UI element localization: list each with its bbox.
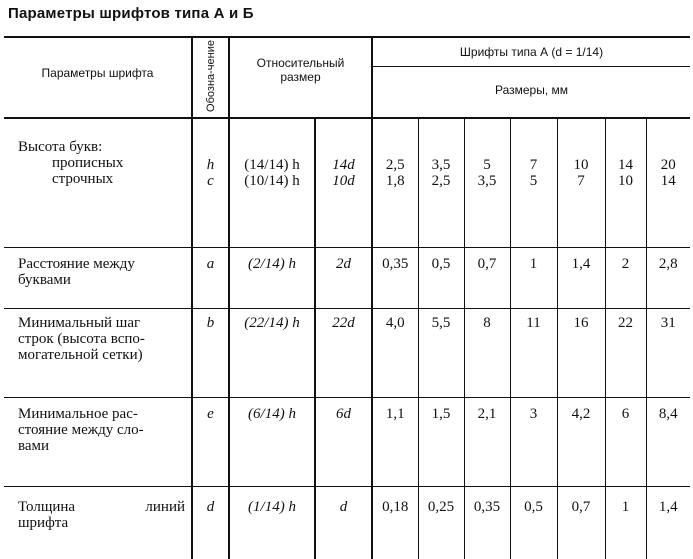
param-line: могательной сетки) xyxy=(18,347,191,363)
symbol-cell xyxy=(192,118,229,248)
param-line: Толщина линий xyxy=(18,499,191,515)
size-cell: 1,4 xyxy=(557,248,605,309)
param-line: Высота букв: xyxy=(18,139,191,155)
size-value: 5 xyxy=(465,157,510,173)
size-cell: 1,5 xyxy=(418,398,464,487)
relative-value: (14/14) h xyxy=(230,157,314,173)
size-cell: 11 xyxy=(510,309,557,398)
table-title: Параметры шрифтов типа А и Б xyxy=(8,5,254,22)
size-cell: 1 xyxy=(605,487,646,559)
header-symbol xyxy=(192,37,229,118)
size-value: 20 xyxy=(647,157,691,173)
size-cell xyxy=(372,118,418,248)
d-cell xyxy=(315,118,372,248)
d-value: 10d xyxy=(316,173,371,189)
relative-cell xyxy=(229,118,315,248)
d-cell: 2d xyxy=(315,248,372,309)
header-relative xyxy=(229,37,372,118)
size-value: 10 xyxy=(558,157,605,173)
param-line: шрифта xyxy=(18,515,191,531)
size-cell xyxy=(510,118,557,248)
param-line: буквами xyxy=(18,272,191,288)
size-cell: 1,1 xyxy=(372,398,418,487)
size-cell: 0,5 xyxy=(418,248,464,309)
d-cell: 6d xyxy=(315,398,372,487)
size-cell: 0,25 xyxy=(418,487,464,559)
size-value: 5 xyxy=(511,173,557,189)
size-value: 3,5 xyxy=(419,157,464,173)
header-font-type-a: Шрифты типа А (d = 1/14) xyxy=(372,37,690,67)
size-cell: 1 xyxy=(510,248,557,309)
symbol-cell: e xyxy=(192,398,229,487)
symbol-cell: d xyxy=(192,487,229,559)
size-cell: 3 xyxy=(510,398,557,487)
header-param: Параметры шрифта xyxy=(4,37,192,118)
relative-value: (10/14) h xyxy=(230,173,314,189)
param-line: строчных xyxy=(18,171,191,187)
size-cell: 0,7 xyxy=(464,248,510,309)
size-value: 14 xyxy=(606,157,646,173)
font-parameters-table xyxy=(4,36,690,559)
size-value: 3,5 xyxy=(465,173,510,189)
size-cell: 0,7 xyxy=(557,487,605,559)
size-value: 2,5 xyxy=(373,157,418,173)
size-cell: 8 xyxy=(464,309,510,398)
d-cell: d xyxy=(315,487,372,559)
size-cell: 5,5 xyxy=(418,309,464,398)
size-cell xyxy=(418,118,464,248)
size-value: 2,5 xyxy=(419,173,464,189)
size-value: 7 xyxy=(511,157,557,173)
param-cell xyxy=(4,309,192,398)
d-value: 14d xyxy=(316,157,371,173)
header-relative-line1: Относительный xyxy=(230,56,371,70)
size-cell xyxy=(464,118,510,248)
param-cell xyxy=(4,487,192,559)
param-cell xyxy=(4,248,192,309)
relative-cell: (6/14) h xyxy=(229,398,315,487)
size-cell: 31 xyxy=(646,309,690,398)
size-cell: 6 xyxy=(605,398,646,487)
size-cell: 0,18 xyxy=(372,487,418,559)
header-symbol-label: Обозна-чение xyxy=(205,40,217,112)
symbol-value: h xyxy=(193,157,228,173)
size-cell: 2,1 xyxy=(464,398,510,487)
symbol-cell: a xyxy=(192,248,229,309)
d-cell: 22d xyxy=(315,309,372,398)
size-value: 7 xyxy=(558,173,605,189)
table-row xyxy=(4,398,690,487)
size-cell: 8,4 xyxy=(646,398,690,487)
size-cell xyxy=(646,118,690,248)
size-cell: 4,0 xyxy=(372,309,418,398)
size-cell: 0,35 xyxy=(372,248,418,309)
size-cell: 0,35 xyxy=(464,487,510,559)
param-cell xyxy=(4,118,192,248)
size-cell: 0,5 xyxy=(510,487,557,559)
param-line: вами xyxy=(18,438,191,454)
header-sizes: Размеры, мм xyxy=(372,67,690,119)
size-value: 10 xyxy=(606,173,646,189)
size-cell: 4,2 xyxy=(557,398,605,487)
size-cell: 2,8 xyxy=(646,248,690,309)
table-row xyxy=(4,309,690,398)
param-cell xyxy=(4,398,192,487)
table-row xyxy=(4,118,690,248)
size-value: 1,8 xyxy=(373,173,418,189)
param-line: Минимальное рас- xyxy=(18,406,191,422)
size-cell: 16 xyxy=(557,309,605,398)
param-line: Минимальный шаг xyxy=(18,315,191,331)
table-row xyxy=(4,487,690,559)
param-line: стояние между сло- xyxy=(18,422,191,438)
param-line: строк (высота вспо- xyxy=(18,331,191,347)
param-line: Расстояние между xyxy=(18,256,191,272)
size-value: 14 xyxy=(647,173,691,189)
size-cell: 2 xyxy=(605,248,646,309)
table-row xyxy=(4,248,690,309)
size-cell: 1,4 xyxy=(646,487,690,559)
relative-cell: (1/14) h xyxy=(229,487,315,559)
symbol-value: c xyxy=(193,173,228,189)
relative-cell: (2/14) h xyxy=(229,248,315,309)
symbol-cell: b xyxy=(192,309,229,398)
relative-cell: (22/14) h xyxy=(229,309,315,398)
param-line: прописных xyxy=(18,155,191,171)
size-cell xyxy=(557,118,605,248)
size-cell: 22 xyxy=(605,309,646,398)
size-cell xyxy=(605,118,646,248)
header-relative-line2: размер xyxy=(230,70,371,84)
